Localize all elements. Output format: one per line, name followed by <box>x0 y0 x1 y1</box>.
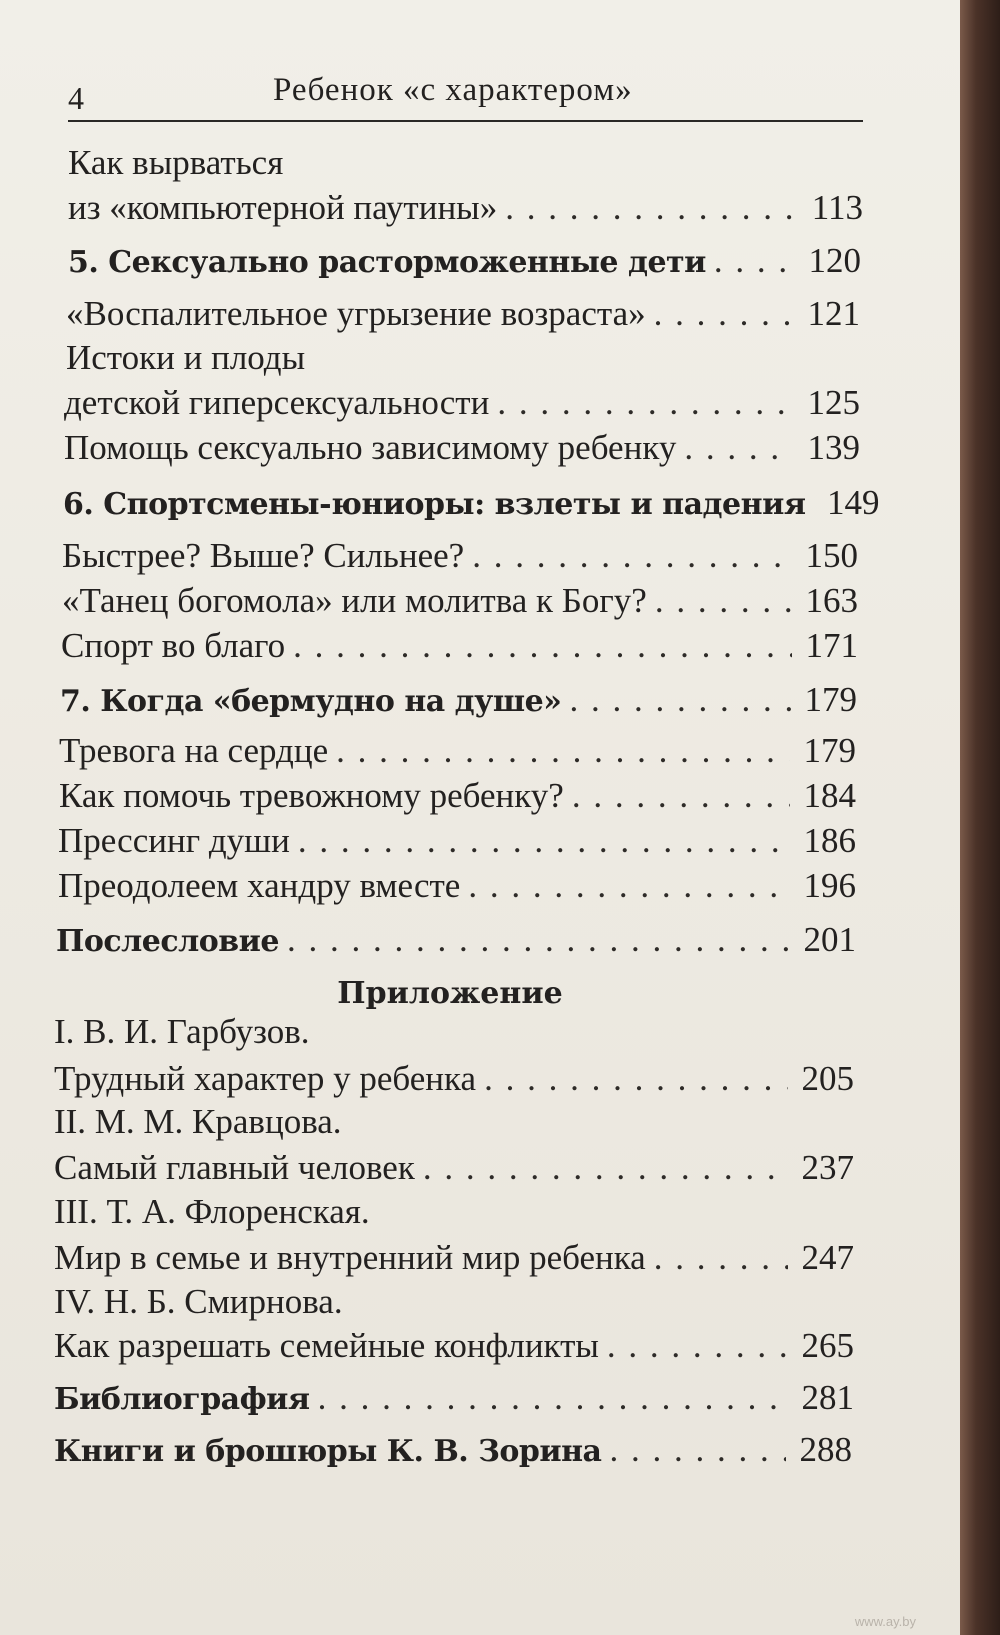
toc-page-number: 186 <box>803 821 856 860</box>
toc-chapter-title: 5. Сексуально расторможенные дети <box>68 245 706 280</box>
toc-page-number: 237 <box>801 1148 854 1187</box>
leader-dots <box>298 821 790 861</box>
toc-entry <box>66 294 860 334</box>
toc-page-number: 288 <box>799 1430 852 1469</box>
toc-chapter-title: Книги и брошюры К. В. Зорина <box>54 1434 602 1469</box>
toc-page-number: 120 <box>808 241 861 280</box>
toc-page-number: 121 <box>807 294 860 333</box>
leader-dots <box>472 536 792 576</box>
toc-entry <box>58 866 856 906</box>
toc-page-number: 281 <box>801 1378 854 1417</box>
leader-dots <box>468 866 790 906</box>
toc-chapter <box>60 680 857 722</box>
toc-entry <box>54 1238 854 1278</box>
toc-page-number: 150 <box>805 536 858 575</box>
toc-entry-text: Истоки и плоды <box>66 338 306 377</box>
toc-chapter <box>56 920 856 962</box>
toc-entry <box>54 1059 854 1099</box>
appendix-author: I. В. И. Гарбузов. <box>54 1012 310 1051</box>
toc-entry-title: детской гиперсексуальности <box>64 383 490 422</box>
toc-page-number: 179 <box>804 680 857 719</box>
toc-page-number: 139 <box>807 428 860 467</box>
toc-page-number: 205 <box>801 1059 854 1098</box>
toc-page-number: 179 <box>803 731 856 770</box>
book-cover-edge <box>960 0 1000 1635</box>
leader-dots <box>336 731 790 771</box>
toc-entry <box>54 1326 854 1366</box>
appendix-author: IV. Н. Б. Смирнова. <box>54 1282 343 1321</box>
toc-entry-title: Преодолеем хандру вместе <box>58 866 461 905</box>
toc-entry <box>64 383 860 423</box>
toc-entry-title: «Воспалительное угрызение возраста» <box>66 294 646 333</box>
leader-dots <box>684 428 794 468</box>
appendix-author: III. Т. А. Флоренская. <box>54 1192 370 1231</box>
leader-dots <box>654 1238 788 1278</box>
toc-entry-title: «Танец богомола» или молитва к Богу? <box>62 581 647 620</box>
appendix-heading: Приложение <box>337 976 563 1011</box>
toc-entry <box>59 731 856 771</box>
toc-chapter-title: Послесловие <box>56 924 279 959</box>
leader-dots <box>655 581 792 621</box>
toc-entry <box>58 821 856 861</box>
toc-chapter-title: 7. Когда «бермудно на душе» <box>60 684 562 719</box>
toc-entry-title: Быстрее? Выше? Сильнее? <box>62 536 465 575</box>
toc-entry-title: из «компьютерной паутины» <box>68 188 498 227</box>
toc-entry-title: Мир в семье и внутренний мир ребенка <box>54 1238 646 1277</box>
appendix-author: II. М. М. Кравцова. <box>54 1102 342 1141</box>
watermark: www.ay.by <box>854 1614 916 1629</box>
toc-page-number: 201 <box>803 920 856 959</box>
toc-entry-title: Как помочь тревожному ребенку? <box>59 776 564 815</box>
toc-page-number: 163 <box>805 581 858 620</box>
leader-dots <box>609 1430 786 1470</box>
toc-entry-title: Помощь сексуально зависимому ребенку <box>64 428 677 467</box>
toc-chapter <box>68 241 861 283</box>
toc-page-number: 113 <box>811 188 863 227</box>
toc-entry <box>68 188 863 228</box>
toc-chapter <box>54 1430 852 1472</box>
leader-dots <box>654 294 794 334</box>
leader-dots <box>318 1378 788 1418</box>
toc-entry <box>61 626 858 666</box>
leader-dots <box>423 1148 788 1188</box>
toc-entry <box>64 428 860 468</box>
toc-page-number: 184 <box>803 776 856 815</box>
toc-entry-text: Как вырваться <box>68 143 284 182</box>
leader-dots <box>572 776 790 816</box>
leader-dots <box>714 241 795 281</box>
toc-entry-title: Тревога на сердце <box>59 731 329 770</box>
toc-chapter-title: 6. Спортсмены-юниоры: взлеты и падения <box>63 487 806 522</box>
leader-dots <box>607 1326 788 1366</box>
toc-entry <box>54 1148 854 1188</box>
toc-entry-title: Спорт во благо <box>61 626 286 665</box>
toc-page-number: 247 <box>801 1238 854 1277</box>
toc-page-number: 125 <box>807 383 860 422</box>
leader-dots <box>293 626 792 666</box>
leader-dots <box>497 383 794 423</box>
toc-entry <box>62 581 858 621</box>
page-number: 4 <box>68 80 84 116</box>
toc-entry-title: Трудный характер у ребенка <box>54 1059 477 1098</box>
toc-entry-title: Прессинг души <box>58 821 290 860</box>
toc-page-number: 171 <box>805 626 858 665</box>
leader-dots <box>287 920 790 960</box>
running-title: Ребенок «с характером» <box>273 72 633 108</box>
toc-chapter <box>63 483 880 525</box>
toc-entry-title: Самый главный человек <box>54 1148 415 1187</box>
toc-chapter-title: Библиография <box>54 1382 310 1417</box>
leader-dots <box>505 188 797 228</box>
leader-dots <box>569 680 791 720</box>
toc-page-number: 196 <box>803 866 856 905</box>
toc-entry <box>62 536 858 576</box>
toc-page-number: 149 <box>827 483 880 522</box>
toc-entry <box>59 776 856 816</box>
toc-page-number: 265 <box>801 1326 854 1365</box>
toc-chapter <box>54 1378 854 1420</box>
toc-entry-title: Как разрешать семейные конфликты <box>54 1326 599 1365</box>
leader-dots <box>484 1059 788 1099</box>
